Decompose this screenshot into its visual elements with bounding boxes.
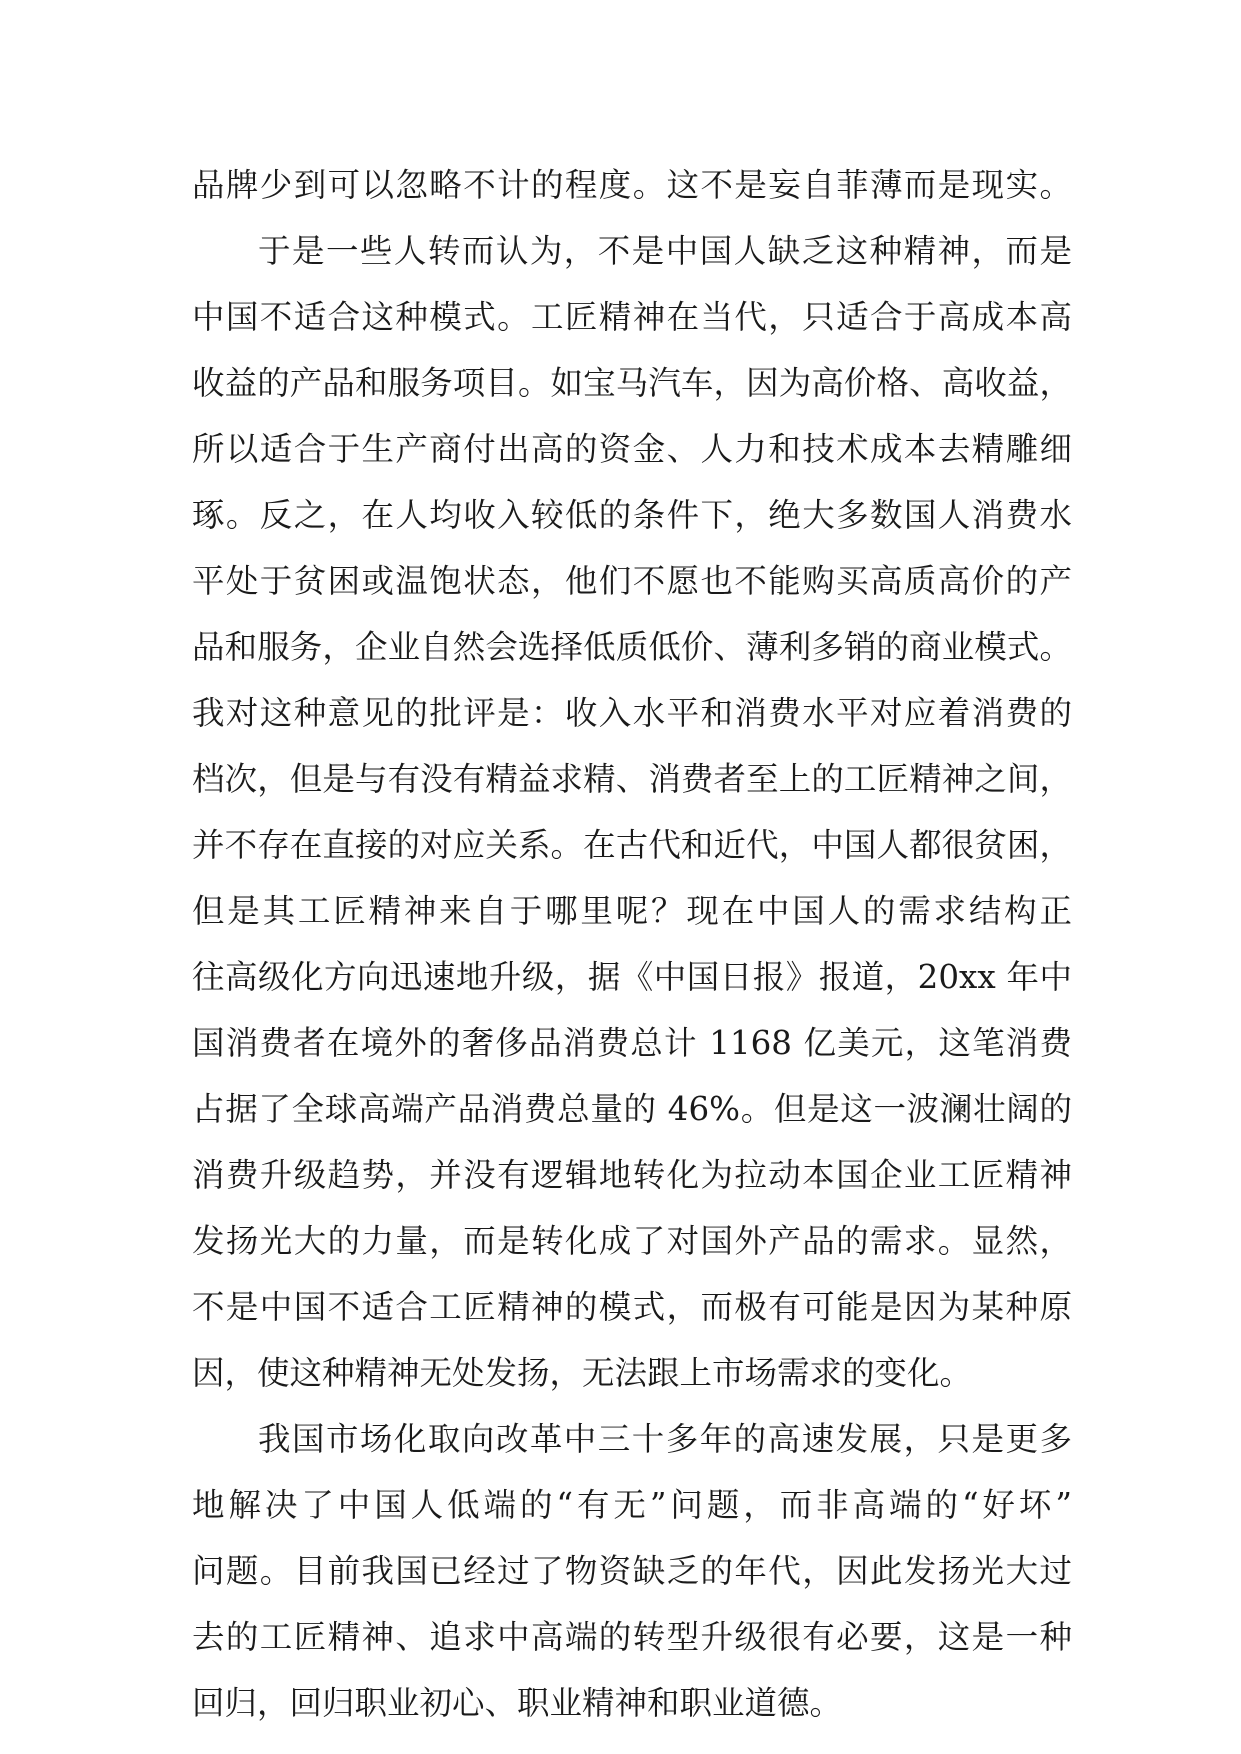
text-line: 品和服务，企业自然会选择低质低价、薄利多销的商业模式。: [192, 628, 1072, 666]
text-line: 平处于贫困或温饱状态，他们不愿也不能购买高质高价的产: [192, 562, 1072, 600]
text-line: 我对这种意见的批评是：收入水平和消费水平对应着消费的: [192, 694, 1072, 732]
text-line: 国消费者在境外的奢侈品消费总计 1168 亿美元，这笔消费: [192, 1024, 1072, 1062]
text-line: 所以适合于生产商付出高的资金、人力和技术成本去精雕细: [192, 430, 1072, 468]
text-line: 不是中国不适合工匠精神的模式，而极有可能是因为某种原: [192, 1288, 1072, 1326]
paragraph-last-line: 因，使这种精神无处发扬，无法跟上市场需求的变化。: [192, 1354, 973, 1392]
text-line: 地解决了中国人低端的“有无”问题，而非高端的“好坏”: [192, 1486, 1072, 1524]
text-line: 并不存在直接的对应关系。在古代和近代，中国人都很贫困，: [192, 826, 1072, 864]
paragraph-last-line: 回归，回归职业初心、职业精神和职业道德。: [192, 1684, 843, 1722]
paragraph-first-line: 于是一些人转而认为，不是中国人缺乏这种精神，而是: [258, 232, 1072, 270]
text-line: 档次，但是与有没有精益求精、消费者至上的工匠精神之间，: [192, 760, 1072, 798]
text-line: 消费升级趋势，并没有逻辑地转化为拉动本国企业工匠精神: [192, 1156, 1072, 1194]
text-line: 琢。反之，在人均收入较低的条件下，绝大多数国人消费水: [192, 496, 1072, 534]
body-text: [192, 152, 1072, 1736]
text-line: 中国不适合这种模式。工匠精神在当代，只适合于高成本高: [192, 298, 1072, 336]
paragraph-first-line: 我国市场化取向改革中三十多年的高速发展，只是更多: [258, 1420, 1072, 1458]
text-line: 往高级化方向迅速地升级，据《中国日报》报道，20xx 年中: [192, 958, 1072, 996]
text-line: 占据了全球高端产品消费总量的 46%。但是这一波澜壮阔的: [192, 1090, 1072, 1128]
text-line: 但是其工匠精神来自于哪里呢？现在中国人的需求结构正: [192, 892, 1072, 930]
text-line: 品牌少到可以忽略不计的程度。这不是妄自菲薄而是现实。: [192, 166, 1072, 204]
text-line: 去的工匠精神、追求中高端的转型升级很有必要，这是一种: [192, 1618, 1072, 1656]
text-line: 收益的产品和服务项目。如宝马汽车，因为高价格、高收益，: [192, 364, 1072, 402]
text-line: 发扬光大的力量，而是转化成了对国外产品的需求。显然，: [192, 1222, 1072, 1260]
text-line: 问题。目前我国已经过了物资缺乏的年代，因此发扬光大过: [192, 1552, 1072, 1590]
